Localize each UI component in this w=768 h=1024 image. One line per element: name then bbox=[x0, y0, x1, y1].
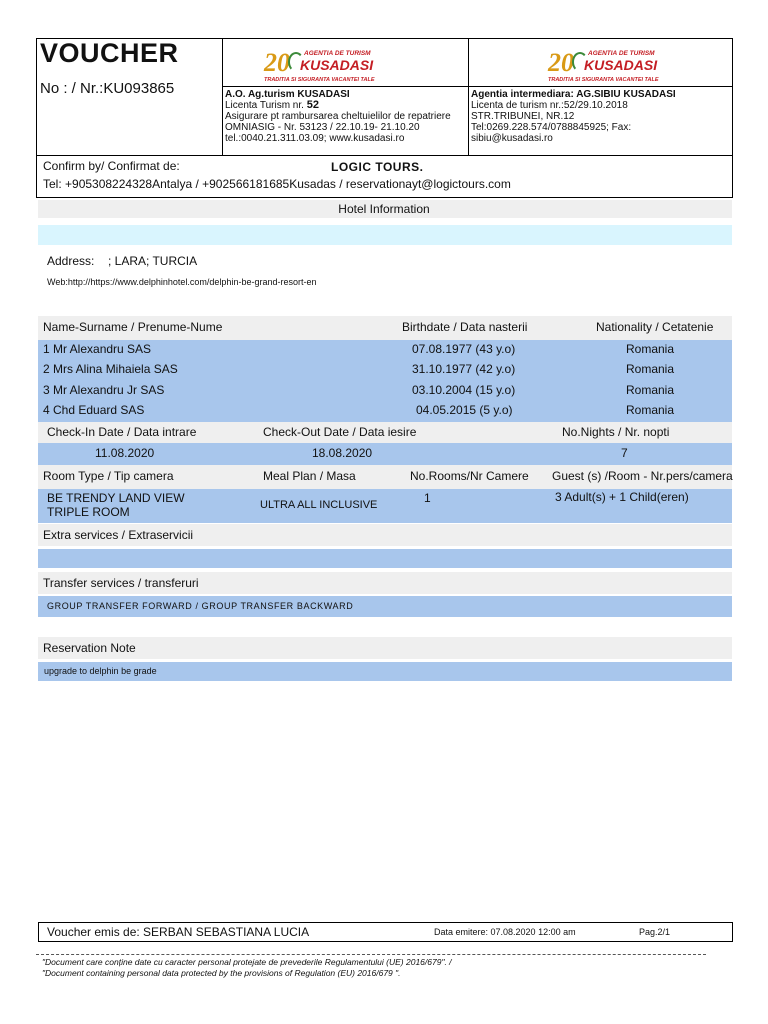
hotel-name-band bbox=[38, 225, 732, 245]
logo-top: AGENTIA DE TURISM bbox=[304, 50, 371, 57]
issue-date: Data emitere: 07.08.2020 12:00 am bbox=[434, 927, 576, 937]
agency-main bbox=[225, 89, 451, 144]
note-header-band bbox=[38, 637, 732, 659]
agency-main-contact: tel.:0040.21.311.03.09; www.kusadasi.ro bbox=[225, 133, 405, 144]
page-number: Pag.2/1 bbox=[639, 927, 671, 937]
logo-sub: TRADITIA SI SIGURANTA VACANTEI TALE bbox=[548, 77, 659, 83]
logo-sub: TRADITIA SI SIGURANTA VACANTEI TALE bbox=[264, 77, 375, 83]
nights-header: No.Nights / Nr. nopti bbox=[562, 425, 670, 439]
guest-name: 1 Mr Alexandru SAS bbox=[43, 342, 152, 356]
extra-services-band bbox=[38, 549, 732, 568]
agency-intermediary-name: Agentia intermediara: AG.SIBIU KUSADASI bbox=[471, 89, 676, 100]
kusadasi-logo bbox=[264, 46, 394, 86]
logo-number: 20 bbox=[548, 48, 574, 77]
guests-header-name: Name-Surname / Prenume-Nume bbox=[43, 320, 223, 334]
guest-birthdate: 31.10.1977 (42 y.o) bbox=[412, 362, 516, 376]
agency-main-license-label: Licenta Turism nr. bbox=[225, 100, 307, 111]
room-type-line2: TRIPLE ROOM bbox=[47, 505, 130, 519]
nights-value: 7 bbox=[621, 446, 628, 460]
logo-number: 20 bbox=[264, 48, 290, 77]
hotel-web: Web:http://https://www.delphinhotel.com/delphin-be-grand-resort-en bbox=[47, 277, 317, 287]
voucher-issuer: Voucher emis de: SERBAN SEBASTIANA LUCIA bbox=[47, 925, 310, 939]
guest-name: 2 Mrs Alina Mihaiela SAS bbox=[43, 362, 178, 376]
confirm-label: Confirm by/ Confirmat de: bbox=[43, 159, 180, 173]
room-type-header: Room Type / Tip camera bbox=[43, 469, 174, 483]
guests-per-room-value: 3 Adult(s) + 1 Child(eren) bbox=[555, 490, 689, 504]
guest-nationality: Romania bbox=[626, 403, 675, 417]
voucher-number: No : / Nr.:KU093865 bbox=[40, 80, 175, 97]
agency-intermediary-license: Licenta de turism nr.:52/29.10.2018 bbox=[471, 100, 628, 111]
kusadasi-logo bbox=[548, 46, 678, 86]
address-label: Address: bbox=[47, 254, 95, 268]
transfer-value: GROUP TRANSFER FORWARD / GROUP TRANSFER BACKWARD bbox=[47, 601, 354, 611]
agency-intermediary-phone: Tel:0269.228.574/0788845925; Fax: bbox=[471, 122, 632, 133]
confirm-company: LOGIC TOURS. bbox=[331, 160, 424, 174]
agency-intermediary bbox=[471, 89, 676, 144]
checkin-date: 11.08.2020 bbox=[95, 446, 155, 460]
reservation-note-label: Reservation Note bbox=[43, 641, 136, 655]
agency-main-name: A.O. Ag.turism KUSADASI bbox=[225, 89, 350, 100]
guests-per-room-header: Guest (s) /Room - Nr.pers/camera bbox=[552, 469, 733, 483]
checkin-header: Check-In Date / Data intrare bbox=[47, 425, 197, 439]
legal-notice-ro: "Document care conține date cu caracter personal protejate de prevederile Regulamentului (UE) 2016/679". / bbox=[42, 957, 452, 967]
guest-birthdate: 07.08.1977 (43 y.o) bbox=[412, 342, 516, 356]
checkout-header: Check-Out Date / Data iesire bbox=[263, 425, 417, 439]
header-divider bbox=[222, 86, 733, 87]
agency-intermediary-email: sibiu@kusadasi.ro bbox=[471, 133, 553, 144]
logo-main: KUSADASI bbox=[584, 57, 658, 73]
transfer-label: Transfer services / transferuri bbox=[43, 576, 199, 590]
guest-nationality: Romania bbox=[626, 383, 675, 397]
rooms-value: 1 bbox=[424, 491, 431, 505]
hotel-section-title: Hotel Information bbox=[338, 202, 430, 216]
meal-plan-value: ULTRA ALL INCLUSIVE bbox=[260, 499, 378, 511]
guests-header-birth: Birthdate / Data nasterii bbox=[402, 320, 528, 334]
agency-main-policy: OMNIASIG - Nr. 53123 / 22.10.19- 21.10.20 bbox=[225, 122, 420, 133]
voucher-title: VOUCHER bbox=[40, 38, 179, 68]
guest-name: 3 Mr Alexandru Jr SAS bbox=[43, 383, 165, 397]
rooms-header: No.Rooms/Nr Camere bbox=[410, 469, 529, 483]
logo-main: KUSADASI bbox=[300, 57, 374, 73]
logo-top: AGENTIA DE TURISM bbox=[588, 50, 655, 57]
legal-notice-en: "Document containing personal data protected by the provisions of Regulation (EU) 2016/679 ". bbox=[42, 968, 401, 978]
guest-name: 4 Chd Eduard SAS bbox=[43, 403, 145, 417]
reservation-note-value: upgrade to delphin be grade bbox=[44, 666, 157, 676]
agency-main-insurance: Asigurare pt rambursarea cheltuielilor de repatriere bbox=[225, 111, 451, 122]
guest-nationality: Romania bbox=[626, 342, 675, 356]
address-value: ; LARA; TURCIA bbox=[108, 254, 198, 268]
guest-birthdate: 03.10.2004 (15 y.o) bbox=[412, 383, 516, 397]
meal-plan-header: Meal Plan / Masa bbox=[263, 469, 356, 483]
extra-services-label: Extra services / Extraservicii bbox=[43, 528, 194, 542]
room-type-line1: BE TRENDY LAND VIEW bbox=[47, 491, 185, 505]
guests-header-nationality: Nationality / Cetatenie bbox=[596, 320, 714, 334]
header-divider bbox=[468, 38, 469, 156]
footer-divider bbox=[36, 954, 706, 955]
guest-birthdate: 04.05.2015 (5 y.o) bbox=[416, 403, 513, 417]
agency-main-license-no: 52 bbox=[306, 99, 319, 111]
header-divider bbox=[222, 38, 223, 156]
agency-intermediary-address: STR.TRIBUNEI, NR.12 bbox=[471, 111, 575, 122]
confirm-contact: Tel: +905308224328Antalya / +902566181685Kusadas / reservationayt@logictours.com bbox=[43, 177, 511, 191]
checkout-date: 18.08.2020 bbox=[312, 446, 373, 460]
guest-nationality: Romania bbox=[626, 362, 675, 376]
